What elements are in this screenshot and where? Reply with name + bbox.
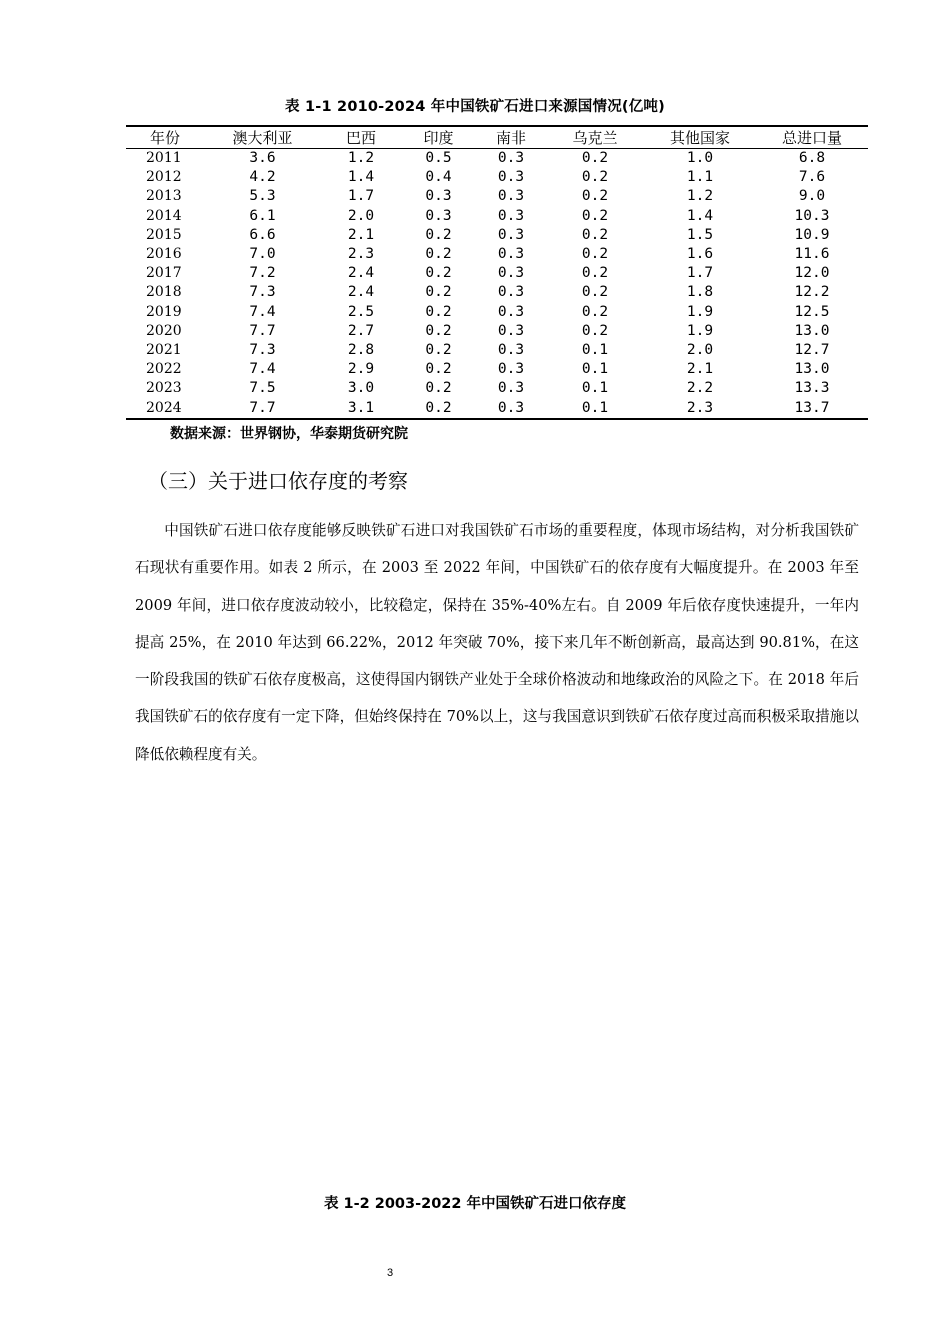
table-cell-value: 1.9 [686,303,714,320]
header-brazil: 巴西 [321,126,401,149]
table-cell-value: 2.7 [347,322,375,339]
table-cell-value: 0.2 [425,342,452,359]
table-cell-value: 7.3 [249,342,276,359]
table-cell-year: 2019 [146,303,182,320]
table-cell-value: 13.3 [794,380,830,397]
table-cell-value: 0.2 [425,361,452,378]
header-ukraine: 乌克兰 [546,126,644,149]
table-cell-value: 0.2 [581,284,609,301]
table-row [126,399,868,419]
table-cell-value: 2.0 [686,342,714,359]
table-cell-value: 0.3 [425,207,452,224]
table-row [126,283,868,302]
table-cell-value: 0.2 [581,246,609,263]
table-cell-value: 0.2 [581,188,609,205]
table2-title: 表 1-2 2003-2022 年中国铁矿石进口依存度 [323,1196,627,1212]
header-south-africa: 南非 [476,126,546,149]
table-cell-value: 2.5 [347,303,375,320]
table-cell-value: 0.1 [546,399,644,419]
table-cell-value: 0.2 [581,150,609,166]
table-cell-value: 0.2 [581,303,609,320]
table-cell-year: 2020 [146,322,182,339]
body-paragraph: 中国铁矿石进口依存度能够反映铁矿石进口对我国铁矿石市场的重要程度，体现市场结构，对分析我国铁矿石现状有重要作用。如表 2 所示，在 2003 至 2022 年间，中国铁矿石的依存度有大幅度提升。在 2003 年至 2009 年间，进口依存度波动较小，比较稳定，保持在 35%-40%左右。自 2009 年后依存度快速提升，一年内提高 25%，在 2010 年达到 66.22%，2012 年突破 70%，接下来几年不断创新高，最高达到 90.81%，在这一阶段我国的铁矿石依存度极高，这使得国内钢铁产业处于全球价格波动和地缘政治的风险之下。在 2018 年后我国铁矿石的依存度有一定下降，但始终保持在 70%以上，这与我国意识到铁矿石依存度过高而积极采取措施以降低依赖程度有关。 [135,522,859,763]
table-cell-value: 0.3 [476,399,546,419]
table-cell-value: 0.2 [425,303,452,320]
table-cell-year: 2022 [146,361,182,378]
table-cell-value: 0.3 [497,265,525,282]
table-row [126,341,868,360]
table-cell-value: 0.2 [581,169,609,186]
table-cell-value: 10.9 [794,226,830,243]
table-cell-value: 1.4 [347,169,375,186]
table-cell-value: 6.8 [798,150,826,166]
table-cell-value: 1.2 [686,188,714,205]
table-cell-value: 0.3 [497,246,525,263]
table-cell-value: 7.5 [249,380,276,397]
table-cell-value: 2.9 [347,361,375,378]
table-cell-value: 1.0 [686,150,714,166]
table-cell-value: 12.2 [794,284,830,301]
table-row [126,379,868,398]
table-cell-value: 1.7 [686,265,714,282]
table-row [126,322,868,341]
table-cell-value: 1.6 [686,246,714,263]
table-row [126,360,868,379]
table-cell-value: 0.3 [497,322,525,339]
data-source-note: 数据来源：世界钢协，华泰期货研究院 [170,426,408,442]
table-cell-value: 0.3 [497,150,525,166]
table-cell-value: 0.3 [497,380,525,397]
table-cell-value: 0.2 [581,207,609,224]
table-cell-value: 0.3 [497,226,525,243]
table-cell-value: 3.0 [347,380,375,397]
table-cell-year: 2015 [146,226,182,243]
table-cell-year: 2021 [146,342,182,359]
table-cell-value: 0.3 [497,188,525,205]
table-cell-value: 0.2 [581,226,609,243]
table-row [126,207,868,226]
table-cell-value: 0.3 [497,361,525,378]
table-cell-value: 0.5 [425,150,452,166]
table-cell-value: 0.2 [581,322,609,339]
table-cell-value: 0.2 [425,284,452,301]
table-cell-value: 9.0 [798,188,826,205]
table-cell-value: 0.1 [581,342,609,359]
table-cell-value: 13.0 [794,361,830,378]
table-cell-value: 0.2 [425,322,452,339]
table-cell-year: 2018 [146,284,182,301]
table-cell-value: 2.0 [347,207,375,224]
table-cell-value: 1.2 [347,150,375,166]
table-cell-value: 2.1 [347,226,375,243]
table-cell-value: 7.2 [249,265,276,282]
table-row [126,226,868,245]
table-cell-year: 2016 [146,246,182,263]
table-cell-value: 0.2 [425,226,452,243]
table-cell-value: 0.3 [497,207,525,224]
table-cell-value: 0.3 [425,188,452,205]
import-source-table [126,125,868,420]
table1-title: 表 1-1 2010-2024 年中国铁矿石进口来源国情况(亿吨) [285,99,665,115]
table-cell-year: 2023 [146,380,182,397]
table-cell-value: 0.3 [497,303,525,320]
table-cell-value: 2.4 [347,265,375,282]
table-cell-value: 1.9 [686,322,714,339]
table-header-row [126,126,868,149]
table-cell-value: 7.6 [798,169,826,186]
table-cell-value: 10.3 [794,207,830,224]
table-cell-value: 3.6 [249,150,276,166]
table-cell-value: 7.0 [249,246,276,263]
table-cell-year: 2011 [146,150,182,166]
header-india: 印度 [401,126,476,149]
table-cell-value: 6.6 [249,226,276,243]
table-cell-value: 13.0 [794,322,830,339]
table-cell-value: 1.8 [686,284,714,301]
table-cell-value: 12.7 [794,342,830,359]
table-row [126,264,868,283]
table-cell-value: 11.6 [794,246,830,263]
table-cell-value: 1.7 [347,188,375,205]
table-cell-value: 2.3 [347,246,375,263]
table-cell-value: 7.4 [249,361,276,378]
table-cell-value: 1.1 [686,169,714,186]
table-cell-year: 2017 [146,265,182,282]
table-cell-value: 0.2 [425,380,452,397]
table-row [126,149,868,169]
table-cell-value: 2.2 [686,380,714,397]
table-cell-value: 7.3 [249,284,276,301]
table-cell-year: 2014 [146,207,182,224]
header-total-imports: 总进口量 [756,126,868,149]
table-cell-value: 0.2 [581,265,609,282]
section-heading: （三）关于进口依存度的考察 [148,469,408,493]
table-cell-value: 7.7 [204,399,321,419]
table-cell-value: 2.1 [686,361,714,378]
table-cell-value: 13.7 [756,399,868,419]
table-cell-value: 0.1 [581,380,609,397]
table-body [126,149,868,419]
table-row [126,168,868,187]
table-cell-value: 7.7 [249,322,276,339]
table-cell-value: 2.8 [347,342,375,359]
table-cell-value: 0.4 [425,169,452,186]
table-cell-value: 0.3 [497,169,525,186]
table-row [126,303,868,322]
table-cell-value: 0.3 [497,284,525,301]
table-cell-year: 2013 [146,188,182,205]
table-cell-value: 1.4 [686,207,714,224]
table-cell-value: 6.1 [249,207,276,224]
header-year: 年份 [126,126,204,149]
table-cell-value: 5.3 [249,188,276,205]
table-cell-value: 0.2 [425,246,452,263]
table-cell-year: 2024 [126,399,204,419]
header-australia: 澳大利亚 [204,126,321,149]
table-row [126,187,868,206]
table-cell-value: 7.4 [249,303,276,320]
table-cell-value: 4.2 [249,169,276,186]
table-cell-value: 3.1 [321,399,401,419]
table-row [126,245,868,264]
table-cell-value: 0.2 [401,399,476,419]
page-number: 3 [386,1267,394,1279]
table-cell-value: 0.3 [497,342,525,359]
table-cell-value: 1.5 [686,226,714,243]
table-cell-value: 2.3 [644,399,756,419]
table-cell-value: 12.5 [794,303,830,320]
table-cell-value: 12.0 [794,265,830,282]
table-cell-year: 2012 [146,169,182,186]
table-cell-value: 0.2 [425,265,452,282]
table-cell-value: 2.4 [347,284,375,301]
table-cell-value: 0.1 [581,361,609,378]
header-other-countries: 其他国家 [644,126,756,149]
